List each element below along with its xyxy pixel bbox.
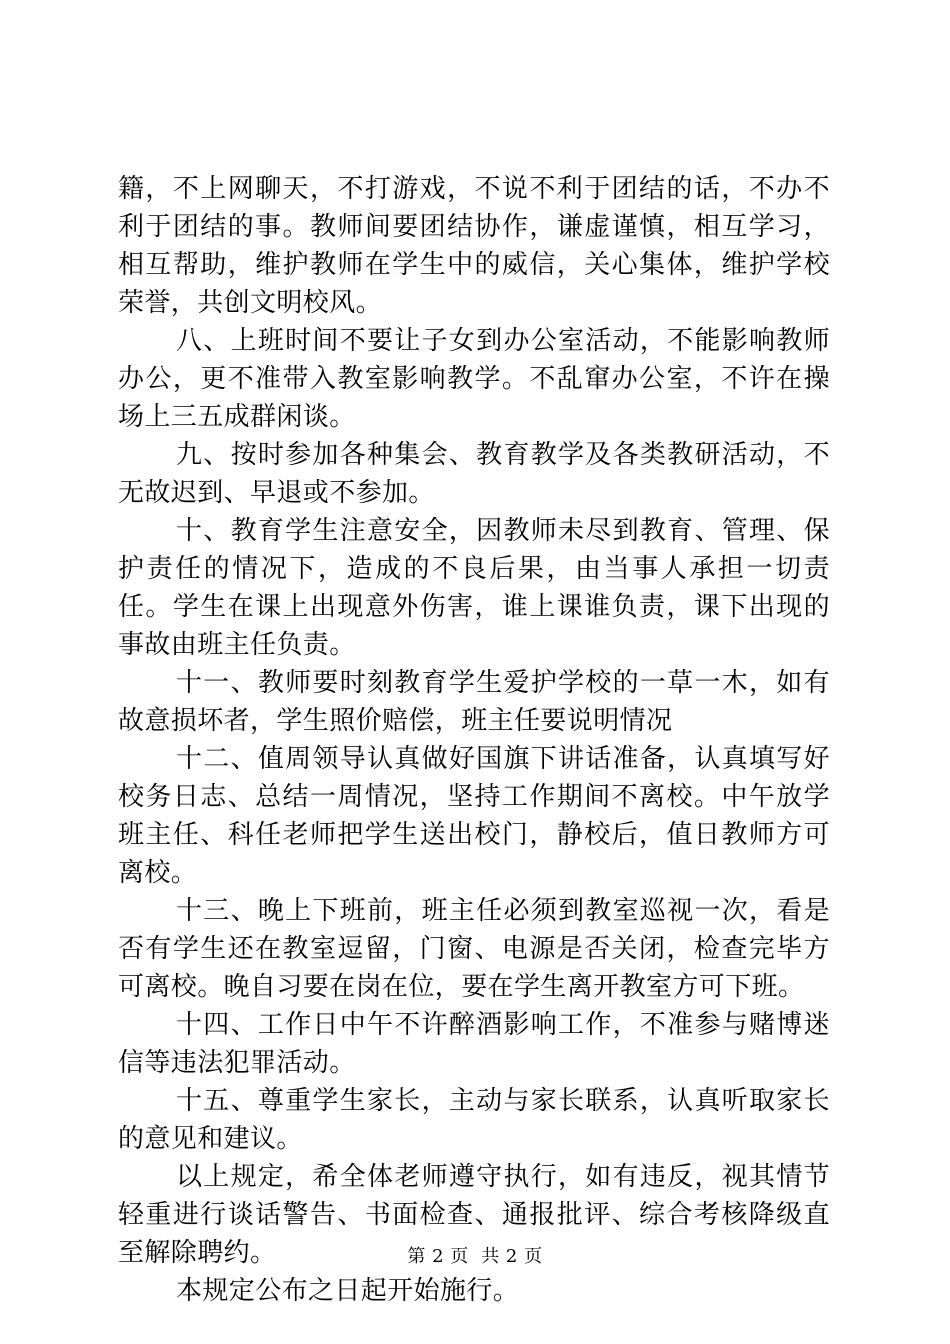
paragraph-effective-date: 本规定公布之日起开始施行。 [176, 1276, 520, 1306]
paragraph-continuation: 籍，不上网聊天，不打游戏，不说不利于团结的话，不办不利于团结的事。教师间要团结协作，谦虚谨慎，相互学习，相互帮助，维护教师在学生中的威信，关心集体，维护学校荣誉，共创文明校风。 [118, 174, 830, 318]
paragraph-rule-15: 十五、尊重学生家长，主动与家长联系，认真听取家长的意见和建议。 [118, 1086, 830, 1154]
document-body [118, 170, 830, 1310]
page-number-footer: 第 2 页 共 2 页 [407, 1246, 543, 1267]
paragraph-rule-12: 十二、值周领导认真做好国旗下讲话准备，认真填写好校务日志、总结一周情况，坚持工作期间不离校。中午放学班主任、科任老师把学生送出校门，静校后，值日教师方可离校。 [118, 744, 830, 888]
paragraph-rule-11: 十一、教师要时刻教育学生爱护学校的一草一木，如有故意损坏者，学生照价赔偿，班主任要说明情况 [118, 668, 830, 736]
paragraph-rule-9: 九、按时参加各种集会、教育教学及各类教研活动，不无故迟到、早退或不参加。 [118, 440, 830, 508]
paragraph-rule-13: 十三、晚上下班前，班主任必须到教室巡视一次，看是否有学生还在教室逗留，门窗、电源是否关闭，检查完毕方可离校。晚自习要在岗在位，要在学生离开教室方可下班。 [118, 896, 830, 1002]
paragraph-conclusion: 以上规定，希全体老师遵守执行，如有违反，视其情节轻重进行谈话警告、书面检查、通报批评、综合考核降级直至解除聘约。 [118, 1162, 830, 1268]
paragraph-rule-14: 十四、工作日中午不许醉酒影响工作，不准参与赌博迷信等违法犯罪活动。 [118, 1010, 830, 1078]
paragraph-rule-8: 八、上班时间不要让子女到办公室活动，不能影响教师办公，更不准带入教室影响教学。不乱窜办公室，不许在操场上三五成群闲谈。 [118, 326, 830, 432]
paragraph-rule-10: 十、教育学生注意安全，因教师未尽到教育、管理、保护责任的情况下，造成的不良后果，由当事人承担一切责任。学生在课上出现意外伤害，谁上课谁负责，课下出现的事故由班主任负责。 [118, 516, 830, 660]
